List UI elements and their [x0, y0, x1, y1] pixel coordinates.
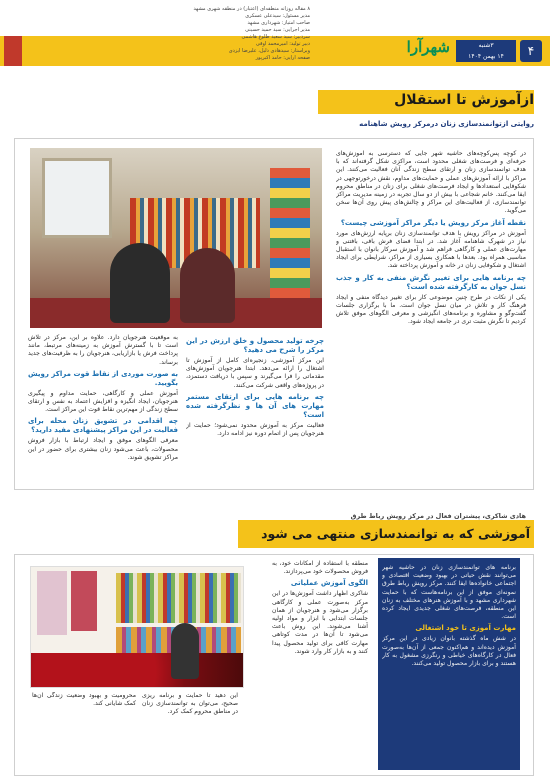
floor-shape	[30, 298, 322, 328]
story1-title: ازآموزش تا استقلال	[394, 92, 534, 108]
story1-answer: فعالیت مرکز به آموزش محدود نمی‌شود؛ حمایت از هنرجویان پس از اتمام دوره نیز ادامه دارد.	[186, 421, 324, 438]
issue-date	[456, 40, 516, 62]
story1-answer: یکی از نکات در طرح چنین موضوعی کار برای تغییر دیدگاه منفی و ایجاد فرهنگ کار و تلاش در میان نسل جوان است. ما با برگزاری جلسات گفت‌وگو و مشاوره و برنامه‌های انگیزشی و معرفی الگوهای موفق تلاش کردیم تا نگرش مثبت تری در جامعه ایجاد شود.	[336, 293, 526, 326]
credit-line: مدیر اجرایی: سید حمید حسینی	[245, 27, 310, 33]
credit-line: ویراستار: سیدهادی دلیل، علیرضا ایزدی	[228, 48, 310, 54]
story1-answer: معرفی الگوهای موفق و ایجاد ارتباط با بازار فروش محصولات، باعث می‌شود زنان بیشتری برای حضور در این مراکز تشویق شوند.	[28, 437, 178, 461]
dress-shape	[37, 571, 67, 635]
credit-line: دبیر تولید: امیرمحمد اوقی	[255, 41, 310, 47]
story2-intro: برنامه های توانمندسازی زنان در حاشیه شهر می‌توانند نقش حیاتی در بهبود وضعیت اقتصادی و اجتماعی خانواده‌ها ایفا کنند. مرکز رویش رباط طرق نمونه‌ای موفق از این برنامه‌هاست که با حمایت شهرداری مشهد و با آموزش هنرهای مختلف به زنان این منطقه، فرصت‌های شغلی جدیدی ایجاد کرده است.	[382, 564, 516, 621]
credit-line: مدیر مسئول: سیدعلی عسکری	[245, 13, 310, 19]
page-header	[0, 0, 550, 72]
story2-supertitle: هادی شاکری، پیشتران فعال در مرکز رویش رباط طرق	[350, 512, 526, 520]
side-logo-icon	[4, 36, 22, 66]
story1-answer: آموزش عملی و کارگاهی، حمایت مداوم و پیگیری هنرجویان، ایجاد انگیزه و افزایش اعتماد به نفس و ارتقای سطح زندگی از مهم‌ترین نقاط قوت این مراکز است.	[28, 389, 178, 414]
credits-block	[40, 6, 310, 62]
credits-top: ۸ مقاله روزانه منطقه‌ای (اعتبار) در منطقه شهری مشهد	[193, 6, 310, 12]
story1-question: چه برنامه هایی برای تغییر نگرش منفی به کار و جذب نسل جوان به کارگرفته شده است؟	[336, 273, 526, 291]
dress-shape	[71, 571, 97, 631]
issue-day: ۳شنبه	[478, 42, 494, 49]
story2-subheading: الگوی آموزش عملیاتی	[290, 579, 368, 588]
story1-question: چرخه تولید محصول و خلق ارزش در این مرکز را شرح می دهید؟	[186, 337, 324, 354]
window-shape	[42, 158, 112, 238]
story2-photo	[30, 566, 244, 688]
weaver-figure	[180, 248, 235, 323]
story2-paragraph: شاکری اظهار داشت آموزش‌ها در این مرکز به‌صورت عملی و کارگاهی برگزار می‌شود و هنرجویان از همان جلسات ابتدایی با ابزار و مواد اولیه آشنا می‌شوند. این روش باعث می‌شود تا آن‌ها در مدت کوتاهی مهارت کافی برای تولید محصول پیدا کنند و به بازار کار وارد شوند.	[272, 590, 368, 655]
story1-column-left	[28, 334, 178, 482]
story1-question: به صورت موردی از نقاط قوت مراکز رویش بگویید.	[28, 369, 178, 387]
page-number: ۴	[520, 40, 542, 62]
credit-line: صاحب امتیاز: شهرداری مشهد	[247, 20, 310, 26]
story1-intro: در کوچه پس‌کوچه‌های حاشیه شهر جایی که دسترسی به آموزش‌های حرفه‌ای و فرصت‌های شغلی محدود است، مراکزی شکل گرفته‌اند که با هدف توانمندسازی زنان و ارتقای سطح زندگی آنان فعالیت می‌کنند. این مراکز با ارائه آموزش‌های عملی و حمایت‌های مداوم، نقش درخورتوجهی در شکوفایی استعدادها و ایجاد فرصت‌های شغلی برای زنان در مناطق محروم ایفا می‌کنند. خانم شجاعی با بیش از دو سال تجربه در زمینه مدیریت مراکز توانمندسازی، از فعالیت‌های این مراکز و چالش‌های پیش روی آن‌ها سخن می‌گوید.	[336, 150, 526, 215]
credit-line: صفحه آرایی: حامد اکبرپور	[255, 55, 310, 61]
weaver-figure	[110, 243, 170, 323]
story1-answer: این مرکز آموزشی، زنجیره‌ای کامل از آموزش تا اشتغال را ارائه می‌دهد. ابتدا هنرجویان آموزش‌های مقدماتی را فرا می‌گیرند و سپس با دریافت دستمزد، در پروژه‌های واقعی شرکت می‌کنند.	[186, 357, 324, 389]
issue-date-text: ۱۴ بهمن ۱۴۰۴	[468, 53, 504, 60]
story2-title: آموزشی که به توانمندسازی منتهی می شود	[261, 526, 530, 541]
story1-question: چه برنامه هایی برای ارتقای مستمر مهارت های آن ها و نظرگرفته شده است؟	[186, 392, 324, 419]
fabric-shelf	[116, 573, 241, 623]
fabric-pile	[31, 653, 244, 688]
story1-column-right	[336, 150, 526, 480]
story1-question: نقطه آغاز مرکز رویش یا دیگر مراکز آموزشی چیست؟	[340, 218, 526, 227]
newspaper-logo: شهرآرا	[406, 38, 450, 56]
story1-question: چه اقدامی در تشویق زنان محله برای فعالیت در این مراکز پیشنهادی مفید دارید؟	[28, 417, 178, 435]
credit-line: سردبیر: سید سعید طلوع هاشمی	[241, 34, 310, 40]
story2-subheading: مهارت آموزی تا خود اشتغالی	[415, 624, 516, 633]
worker-figure	[171, 623, 199, 679]
yarn-shape	[270, 168, 310, 308]
story2-lead: منطقه با استفاده از امکانات خود، به فروش محصولات خود می‌پردازند.	[272, 560, 368, 576]
story1-lead: به موقعیت هنرجویان دارد. علاوه بر این، مرکز در تلاش است تا با گسترش آموزش به زمینه‌های مرتبط، مانند پرداخت فرش یا بازاریابی، هنرجویان را به ظرفیت‌های جدید برساند.	[28, 334, 178, 366]
story1-photo	[30, 148, 322, 328]
story1-subtitle: روایتی ازتوانمندسازی زنان درمرکز رویش شاهنامه	[359, 120, 534, 128]
story2-column	[272, 560, 368, 772]
story2-sidebar-text	[382, 564, 516, 766]
story2-bottom-col: محرومیت و بهبود وضعیت زندگی آن‌ها کمک شایانی کند.	[32, 692, 136, 708]
story1-answer: آموزش در مراکز رویش با هدف توانمندسازی زنان برپایه ارزش‌های مورد نیاز در شهرک شاهنامه آغاز شد. در ابتدا فضای فرش بافی، بافتنی و مهارت‌های عملی و کارگاهی فراهم شد و آموزش سرکار بانوان با استقبال مناسبی همراه بود. بعدها با همکاری بسیاری از مراکز، شرایطی برای ایجاد اشتغال و شکوفایی زنان در خانه و آموزش پرداخته شد.	[336, 229, 526, 270]
story2-bottom-col: این دهید تا حمایت و برنامه ریزی صحیح، می‌توان به توانمندسازی زنان در مناطق محروم کمک کرد.	[142, 692, 238, 716]
story2-paragraph: در شش ماه گذشته بانوان زیادی در این مرکز آموزش دیده‌اند و هم‌اکنون جمعی از آن‌ها به‌صورت فعال در کارگاه‌های خیاطی و رنگرزی مشغول به کار هستند و برای بازار محصول تولید می‌کنند.	[382, 635, 516, 668]
story1-column-middle	[186, 334, 324, 482]
